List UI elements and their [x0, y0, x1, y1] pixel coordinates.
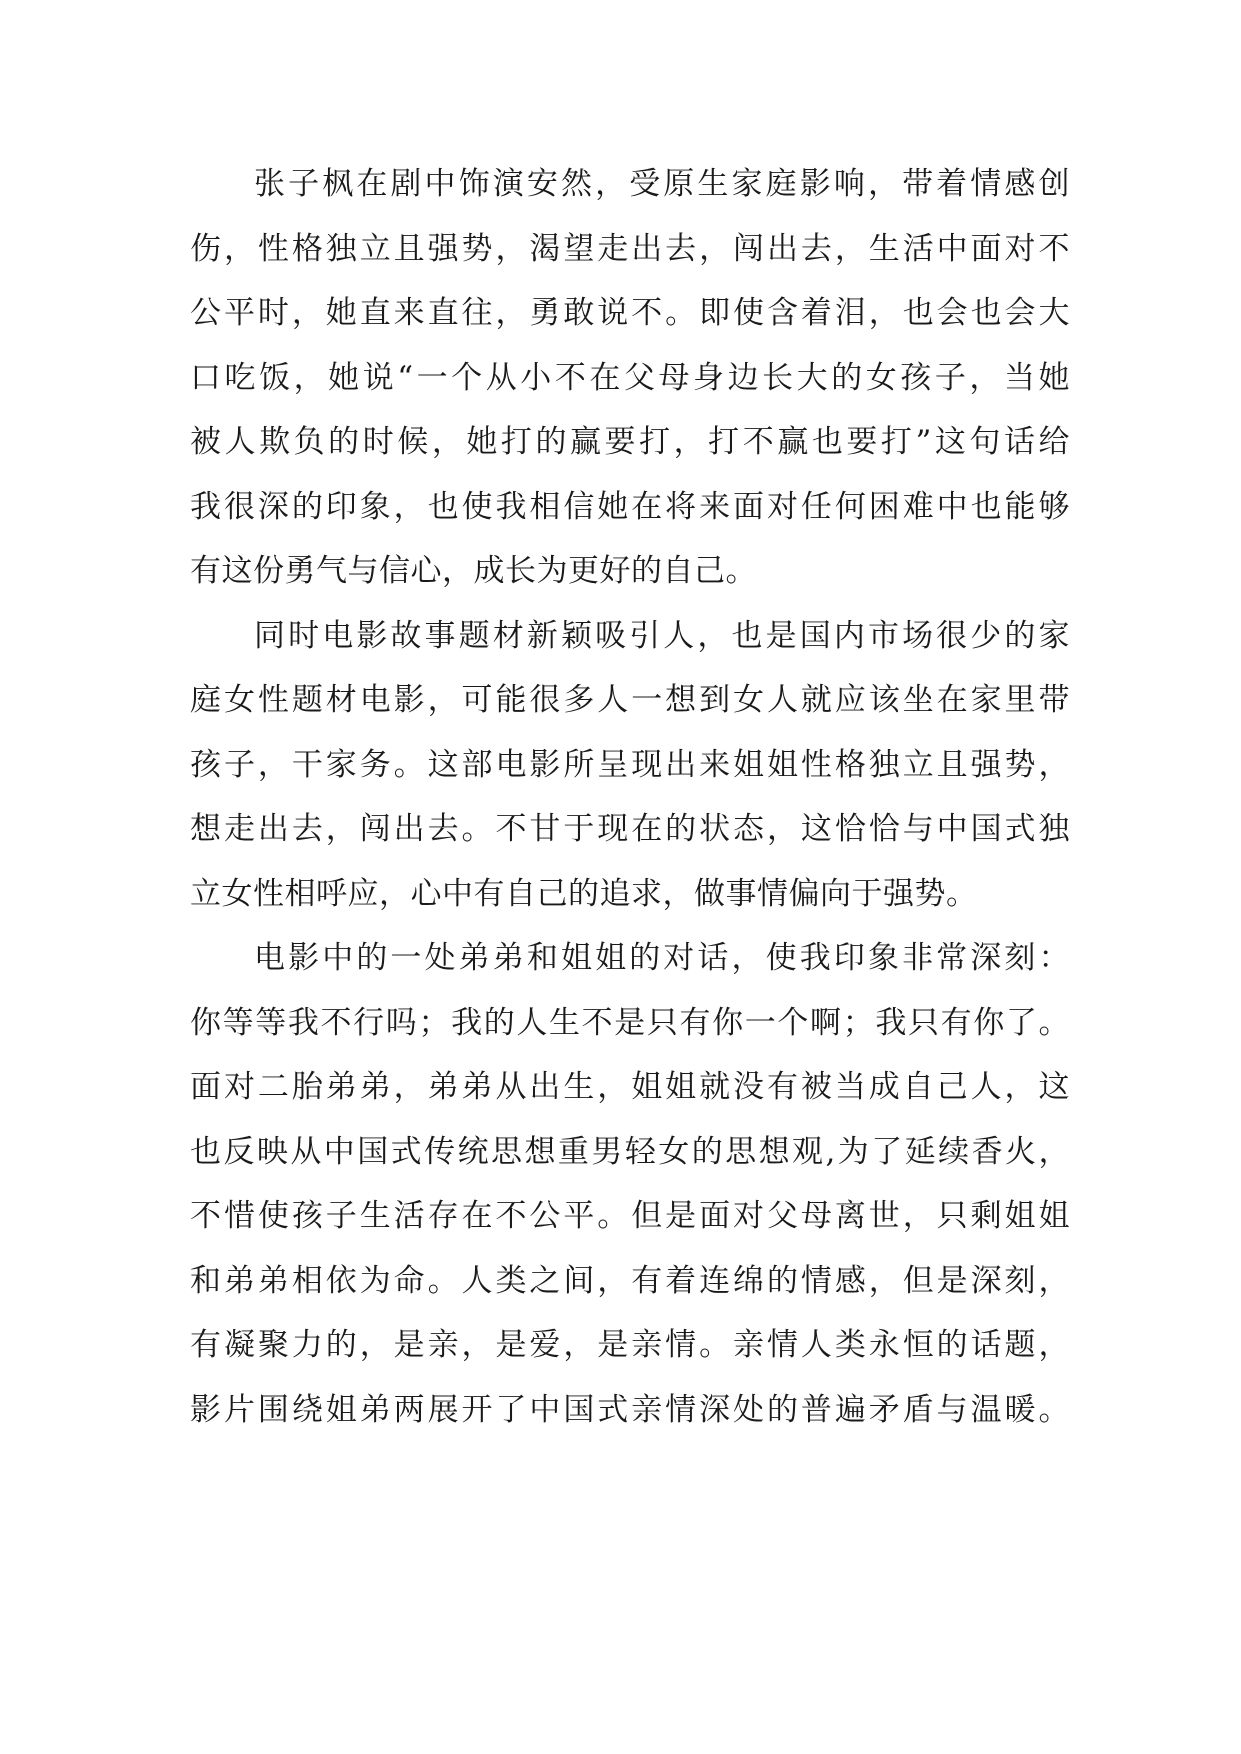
paragraph-line: 有这份勇气与信心，成长为更好的自己。 — [190, 553, 757, 589]
document-body — [190, 152, 1070, 1442]
paragraph-line: 同时电影故事题材新颖吸引人，也是国内市场很少的家 — [254, 617, 1070, 654]
paragraph-line: 电影中的一处弟弟和姐姐的对话，使我印象非常深刻： — [254, 940, 1070, 976]
paragraph-line: 立女性相呼应，心中有自己的追求，做事情偏向于强势。 — [190, 875, 978, 912]
paragraph-3 — [190, 926, 1070, 1442]
paragraph-line: 我很深的印象，也使我相信她在将来面对任何困难中也能够 — [190, 488, 1070, 525]
paragraph-line: 不惜使孩子生活存在不公平。但是面对父母离世，只剩姐姐 — [190, 1198, 1070, 1234]
paragraph-line: 张子枫在剧中饰演安然，受原生家庭影响，带着情感创 — [254, 166, 1070, 202]
paragraph-line: 伤，性格独立且强势，渴望走出去，闯出去，生活中面对不 — [190, 230, 1070, 267]
paragraph-line: 面对二胎弟弟，弟弟从出生，姐姐就没有被当成自己人，这 — [190, 1069, 1070, 1105]
paragraph-line: 公平时，她直来直往，勇敢说不。即使含着泪，也会也会大 — [190, 295, 1070, 331]
paragraph-1 — [190, 152, 1070, 604]
paragraph-line: 影片围绕姐弟两展开了中国式亲情深处的普遍矛盾与温暖。 — [190, 1391, 1070, 1428]
paragraph-2 — [190, 604, 1070, 927]
paragraph-line: 庭女性题材电影，可能很多人一想到女人就应该坐在家里带 — [190, 682, 1070, 718]
paragraph-line: 想走出去，闯出去。不甘于现在的状态，这恰恰与中国式独 — [190, 811, 1070, 847]
paragraph-line: 你等等我不行吗；我的人生不是只有你一个啊；我只有你了。 — [190, 1004, 1070, 1041]
paragraph-line: 孩子，干家务。这部电影所呈现出来姐姐性格独立且强势， — [190, 746, 1070, 783]
paragraph-line: 和弟弟相依为命。人类之间，有着连绵的情感，但是深刻， — [190, 1262, 1070, 1299]
paragraph-line: 口吃饭，她说“一个从小不在父母身边长大的女孩子，当她 — [190, 359, 1070, 396]
paragraph-line: 有凝聚力的，是亲，是爱，是亲情。亲情人类永恒的话题， — [190, 1327, 1070, 1363]
paragraph-line: 也反映从中国式传统思想重男轻女的思想观,为了延续香火， — [190, 1133, 1070, 1170]
paragraph-line: 被人欺负的时候，她打的赢要打，打不赢也要打”这句话给 — [190, 424, 1070, 460]
